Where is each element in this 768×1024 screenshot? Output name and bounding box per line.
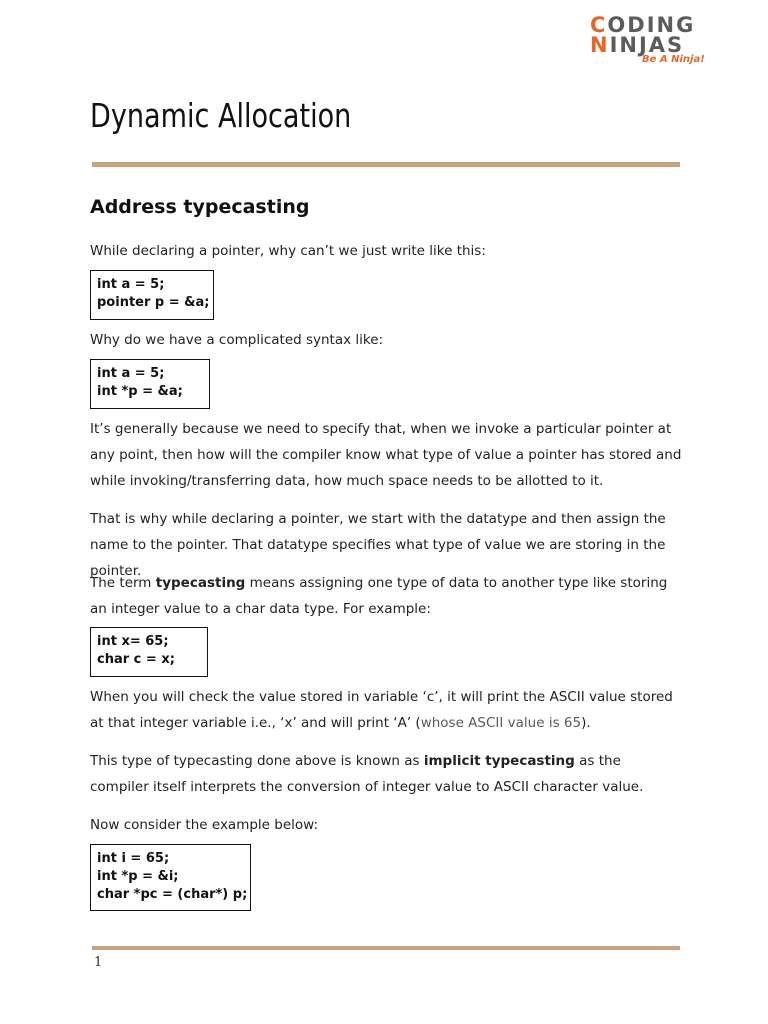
logo-tagline: Be A Ninja! bbox=[642, 54, 705, 65]
paragraph-datatype: That is why while declaring a pointer, we start with the datatype and then assign the name to the pointer. That datatype specifies what type of value we are storing in the pointer. bbox=[90, 511, 666, 579]
ascii-value-note: whose ASCII value is 65 bbox=[420, 715, 582, 731]
term-typecasting: typecasting bbox=[155, 575, 246, 591]
code-line: pointer p = &a; bbox=[97, 295, 210, 310]
code-line: char *pc = (char*) p; bbox=[97, 887, 248, 902]
code-block-pointer-cast bbox=[90, 844, 251, 911]
paragraph-question: Why do we have a complicated syntax like: bbox=[90, 332, 384, 348]
paragraph-implicit-typecasting: This type of typecasting done above is known as implicit typecasting as the compiler itself interprets the conversion of integer value to ASCII character value. bbox=[90, 753, 644, 795]
code-line: int a = 5; bbox=[97, 277, 165, 292]
title-divider bbox=[92, 162, 680, 167]
code-block-pointer-syntax bbox=[90, 270, 214, 320]
paragraph-example-intro: Now consider the example below: bbox=[90, 817, 319, 833]
paragraph-typecasting-definition: The term typecasting means assigning one type of data to another type like storing an integer value to a char data type. For example: bbox=[90, 575, 668, 617]
code-block-pointer-declaration bbox=[90, 359, 210, 409]
term-implicit-typecasting: implicit typecasting bbox=[423, 753, 575, 769]
code-line: int a = 5; bbox=[97, 366, 165, 381]
paragraph-explanation: It’s generally because we need to specify that, when we invoke a particular pointer at any point, then how will the compiler know what type of value a pointer has stored and while invoking/transferring data, how much space needs to be allotted to it. bbox=[90, 421, 682, 489]
code-line: int i = 65; bbox=[97, 851, 170, 866]
code-line: int *p = &i; bbox=[97, 869, 179, 884]
page-number: 1 bbox=[94, 955, 103, 970]
section-heading: Address typecasting bbox=[90, 196, 310, 218]
logo-wordmark-top: CODING bbox=[590, 13, 696, 37]
paragraph-ascii-output: When you will check the value stored in variable ‘c’, it will print the ASCII value stored at that integer variable i.e., ‘x’ and will print ‘A’ (whose ASCII value is 65). bbox=[90, 689, 673, 731]
code-line: int x= 65; bbox=[97, 634, 169, 649]
code-block-int-to-char bbox=[90, 627, 208, 677]
paragraph-intro: While declaring a pointer, why can’t we just write like this: bbox=[90, 243, 486, 259]
code-line: int *p = &a; bbox=[97, 384, 183, 399]
footer-divider bbox=[92, 946, 680, 950]
page-title: Dynamic Allocation bbox=[90, 96, 352, 135]
logo-wordmark-bottom: NINJAS bbox=[590, 33, 685, 57]
code-line: char c = x; bbox=[97, 652, 175, 667]
coding-ninjas-logo bbox=[590, 14, 705, 70]
